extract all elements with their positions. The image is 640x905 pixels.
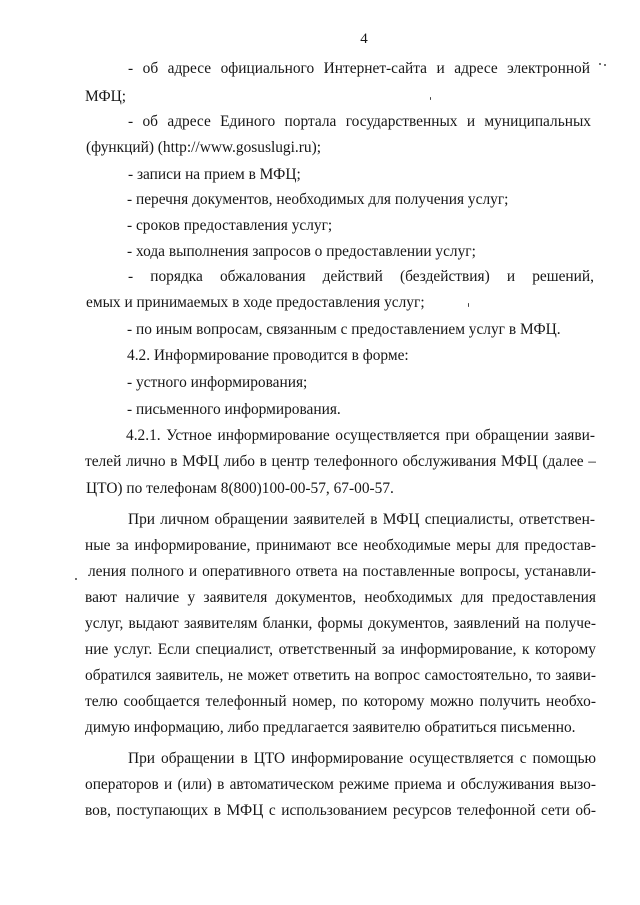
text-line-l29: вов, поступающих в МФЦ с использованием ресурсов телефонной сети об- <box>85 802 596 819</box>
text-line-l12: 4.2. Информирование проводится в форме: <box>127 347 409 364</box>
text-line-l27: При обращении в ЦТО информирование осуществляется с помощью <box>128 750 596 767</box>
text-line-l19: ные за информирование, принимают все необходимые меры для предостав- <box>85 537 596 554</box>
text-line-l22: услуг, выдают заявителям бланки, формы документов, заявлений на получе- <box>85 615 596 632</box>
text-line-l05: - записи на прием в МФЦ; <box>128 166 301 183</box>
text-line-l02: МФЦ; <box>85 88 127 105</box>
text-line-l15: 4.2.1. Устное информирование осуществляется при обращении заяви- <box>126 427 595 444</box>
scan-speck <box>604 64 606 66</box>
page-number: 4 <box>360 31 368 47</box>
text-line-l06: - перечня документов, необходимых для получения услуг; <box>127 191 509 208</box>
text-line-l13: - устного информирования; <box>127 374 308 391</box>
text-line-l16: телей лично в МФЦ либо в центр телефонного обслуживания МФЦ (далее – <box>85 453 596 470</box>
text-line-l09: - порядка обжалования действий (бездействия) и решений, <box>128 268 594 285</box>
text-line-l26: димую информацию, либо предлагается заявителю обратиться письменно. <box>85 719 576 736</box>
text-line-l23: ние услуг. Если специалист, ответственный за информирование, к которому <box>85 641 596 658</box>
text-line-l25: телю сообщается телефонный номер, по которому можно получить необхо- <box>85 693 596 710</box>
scan-speck <box>75 578 77 580</box>
text-line-l11: - по иным вопросам, связанным с предоставлением услуг в МФЦ. <box>127 321 561 338</box>
text-line-l21: вают наличие у заявителя документов, необходимых для предоставления <box>85 589 596 606</box>
text-line-l24: обратился заявитель, не может ответить на вопрос самостоятельно, то заяви- <box>85 667 596 684</box>
scan-speck <box>430 97 431 100</box>
text-line-l14: - письменного информирования. <box>127 401 341 418</box>
text-line-l07: - сроков предоставления услуг; <box>127 217 333 234</box>
text-line-l04: (функций) (http://www.gosuslugi.ru); <box>86 139 321 156</box>
text-line-l10: емых и принимаемых в ходе предоставления услуг; <box>86 294 425 311</box>
text-line-l08: - хода выполнения запросов о предоставлении услуг; <box>127 243 476 260</box>
scan-speck <box>599 63 601 65</box>
text-line-l28: операторов и (или) в автоматическом режиме приема и обслуживания вызо- <box>85 776 596 793</box>
text-line-l03: - об адресе Единого портала государственных и муниципальных <box>128 113 591 130</box>
text-line-l17: ЦТО) по телефонам 8(800)100-00-57, 67-00-57. <box>86 480 394 497</box>
scan-speck <box>468 303 469 307</box>
text-line-l20: ления полного и оперативного ответа на поставленные вопросы, устанавли- <box>88 563 596 580</box>
text-line-l18: При личном обращении заявителей в МФЦ специалисты, ответствен- <box>128 511 595 528</box>
text-line-l01: - об адресе официального Интернет-сайта и адресе электронной <box>128 60 590 77</box>
